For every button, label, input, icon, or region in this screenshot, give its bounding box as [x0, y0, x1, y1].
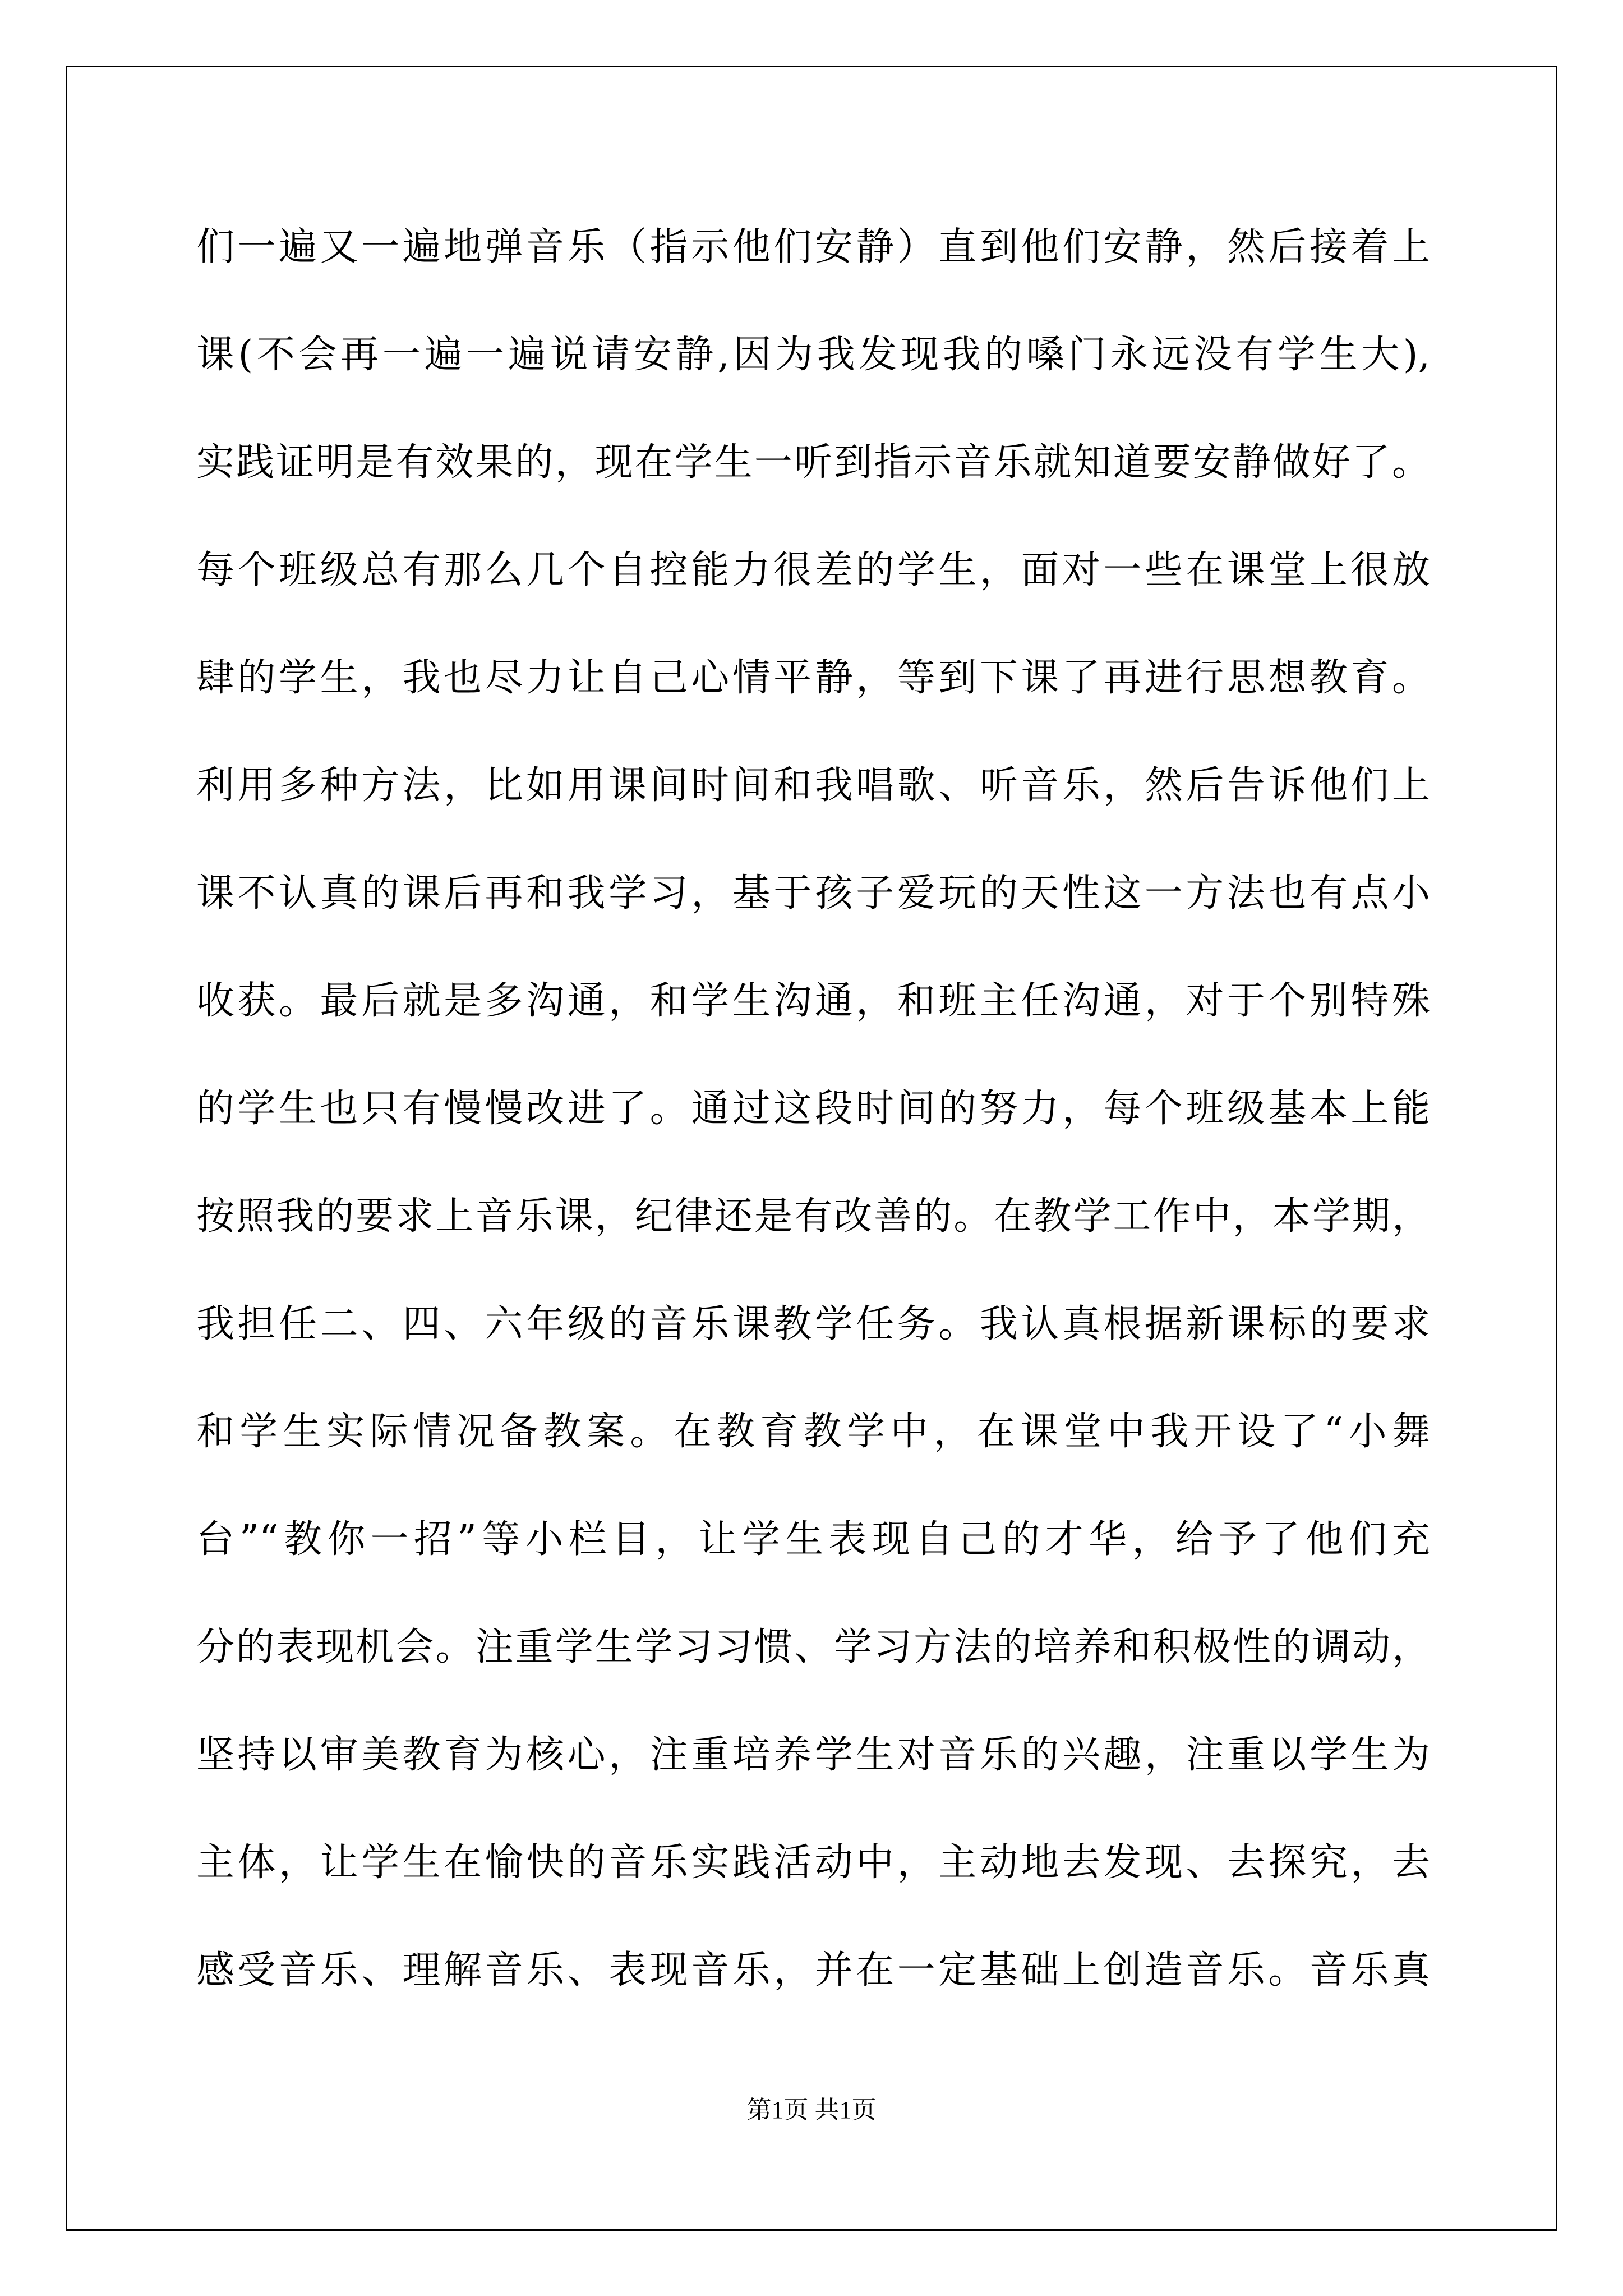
text-line: 实践证明是有效果的，现在学生一听到指示音乐就知道要安静做好了。 — [196, 440, 1430, 485]
text-line: 和学生实际情况备教案。在教育教学中，在课堂中我开设了“小舞 — [196, 1410, 1430, 1454]
text-line: 利用多种方法，比如用课间时间和我唱歌、听音乐，然后告诉他们上 — [196, 763, 1430, 808]
text-line: 每个班级总有那么几个自控能力很差的学生，面对一些在课堂上很放 — [196, 548, 1430, 592]
text-line: 课(不会再一遍一遍说请安静,因为我发现我的嗓门永远没有学生大), — [196, 333, 1430, 377]
text-line: 的学生也只有慢慢改进了。通过这段时间的努力，每个班级基本上能 — [196, 1087, 1430, 1131]
text-line: 感受音乐、理解音乐、表现音乐，并在一定基础上创造音乐。音乐真 — [196, 1948, 1430, 1993]
text-line: 肆的学生，我也尽力让自己心情平静，等到下课了再进行思想教育。 — [196, 656, 1430, 700]
text-line: 我担任二、四、六年级的音乐课教学任务。我认真根据新课标的要求 — [196, 1302, 1430, 1346]
page-number-footer: 第1页 共1页 — [746, 2096, 877, 2124]
text-line: 坚持以审美教育为核心，注重培养学生对音乐的兴趣，注重以学生为 — [196, 1733, 1430, 1777]
text-line: 分的表现机会。注重学生学习习惯、学习方法的培养和积极性的调动， — [196, 1625, 1430, 1669]
text-line: 收获。最后就是多沟通，和学生沟通，和班主任沟通，对于个别特殊 — [196, 979, 1430, 1023]
text-line: 主体，让学生在愉快的音乐实践活动中，主动地去发现、去探究，去 — [196, 1841, 1430, 1885]
document-body — [196, 216, 1430, 2047]
text-line: 们一遍又一遍地弹音乐（指示他们安静）直到他们安静，然后接着上 — [196, 225, 1430, 269]
text-line: 课不认真的课后再和我学习，基于孩子爱玩的天性这一方法也有点小 — [196, 871, 1430, 915]
text-line: 按照我的要求上音乐课，纪律还是有改善的。在教学工作中，本学期， — [196, 1194, 1430, 1239]
text-line: 台”“教你一招”等小栏目，让学生表现自己的才华，给予了他们充 — [196, 1517, 1430, 1562]
